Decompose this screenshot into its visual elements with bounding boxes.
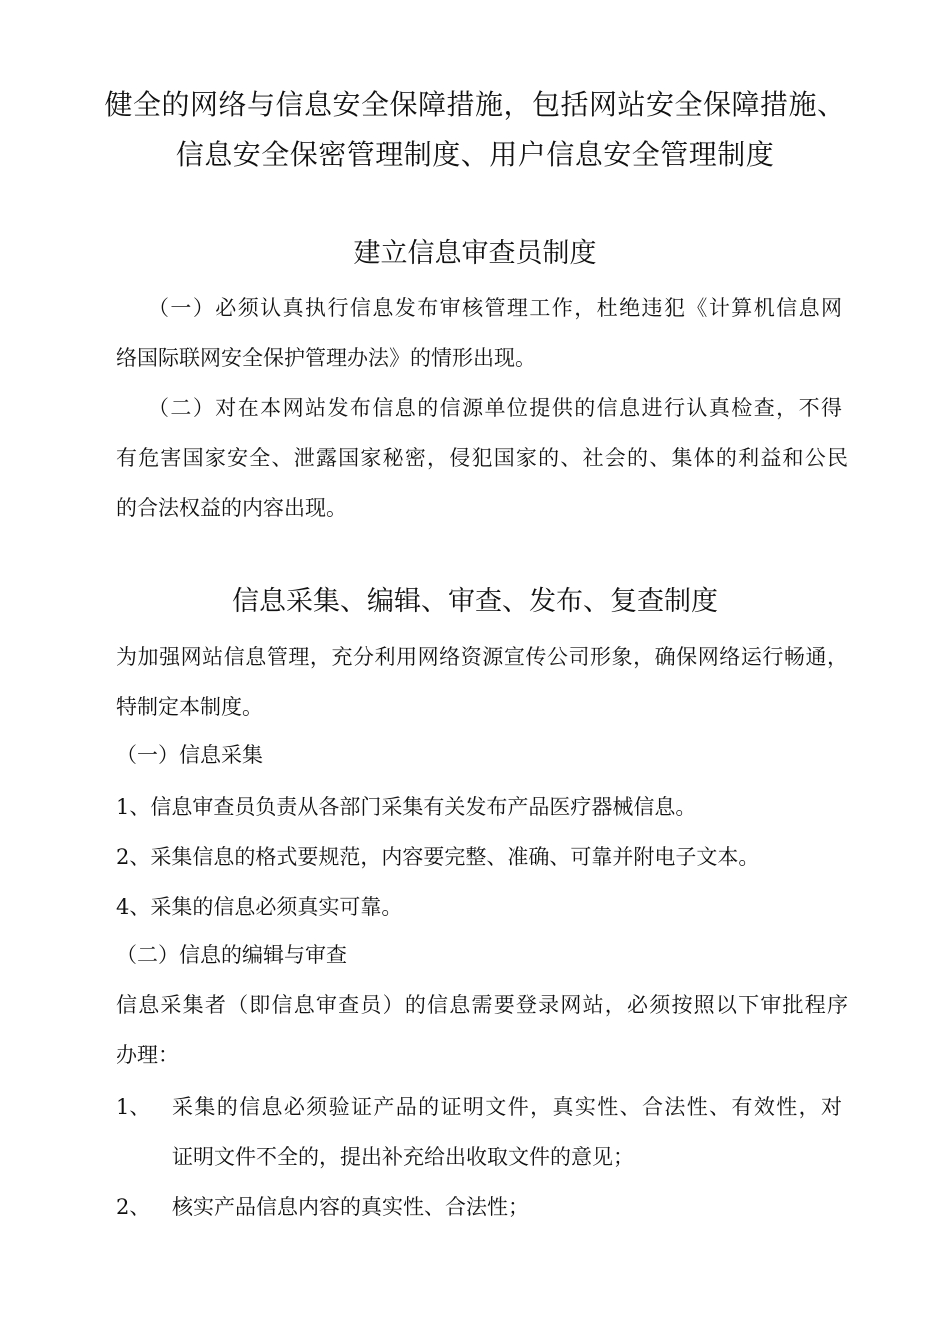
section-heading-collection-system: 信息采集、编辑、审查、发布、复查制度 xyxy=(232,586,718,617)
list-item-1: 1、信息审查员负责从各部门采集有关发布产品医疗器械信息。 xyxy=(116,795,697,819)
step-2-line-1: 核实产品信息内容的真实性、合法性； xyxy=(172,1195,529,1219)
intro-line-2: 特制定本制度。 xyxy=(116,695,263,719)
step-1-line-1: 采集的信息必须验证产品的证明文件，真实性、合法性、有效性，对 xyxy=(172,1095,842,1119)
step-1-number: 1、 xyxy=(116,1095,151,1119)
edit-intro-line-1: 信息采集者（即信息审查员）的信息需要登录网站，必须按照以下审批程序 xyxy=(116,993,848,1017)
step-1-line-2: 证明文件不全的，提出补充给出收取文件的意见； xyxy=(172,1145,634,1169)
paragraph-1-line-1: （一）必须认真执行信息发布审核管理工作，杜绝违犯《计算机信息网 xyxy=(148,296,842,320)
section-heading-reviewer-system: 建立信息审查员制度 xyxy=(353,238,597,269)
paragraph-2-line-3: 的合法权益的内容出现。 xyxy=(116,496,347,520)
subheading-info-collection: （一）信息采集 xyxy=(116,743,263,767)
paragraph-2-line-2: 有危害国家安全、泄露国家秘密，侵犯国家的、社会的、集体的利益和公民 xyxy=(116,446,848,470)
intro-line-1: 为加强网站信息管理，充分利用网络资源宣传公司形象，确保网络运行畅通， xyxy=(116,645,848,669)
list-item-4: 4、采集的信息必须真实可靠。 xyxy=(116,895,403,919)
paragraph-2-line-1: （二）对在本网站发布信息的信源单位提供的信息进行认真检查，不得 xyxy=(148,396,842,420)
step-2-number: 2、 xyxy=(116,1195,151,1219)
paragraph-1-line-2: 络国际联网安全保护管理办法》的情形出现。 xyxy=(116,346,536,370)
list-item-2: 2、采集信息的格式要规范，内容要完整、准确、可靠并附电子文本。 xyxy=(116,845,760,869)
document-title-line-2: 信息安全保密管理制度、用户信息安全管理制度 xyxy=(175,138,775,171)
document-title-line-1: 健全的网络与信息安全保障措施，包括网站安全保障措施、 xyxy=(104,88,846,121)
subheading-edit-review: （二）信息的编辑与审查 xyxy=(116,943,347,967)
edit-intro-line-2: 办理： xyxy=(116,1043,179,1067)
